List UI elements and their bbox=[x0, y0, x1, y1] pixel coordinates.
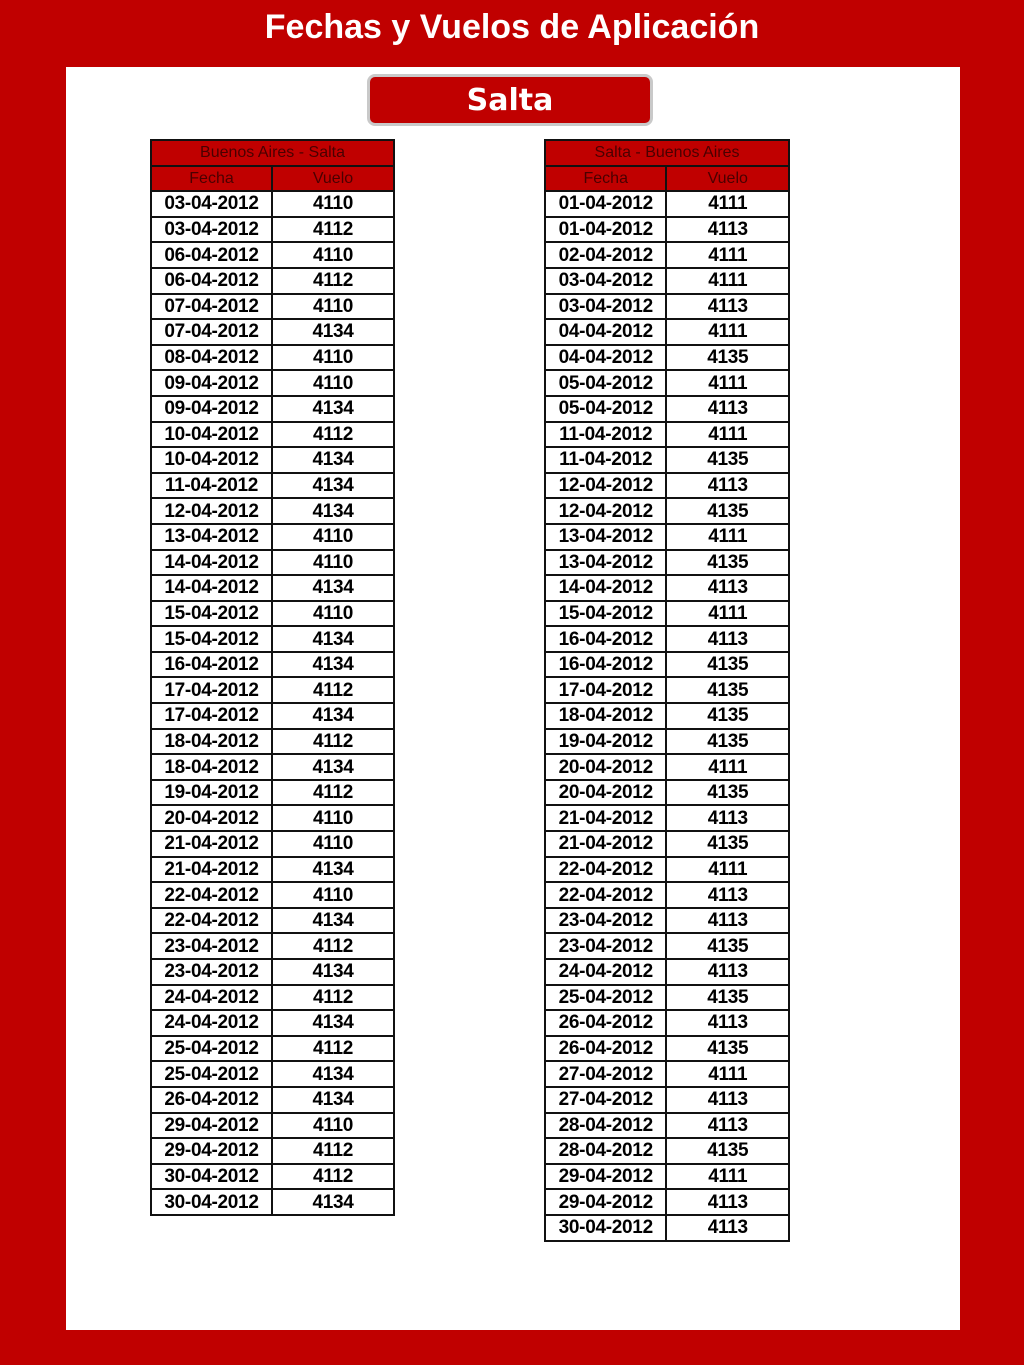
date-cell: 25-04-2012 bbox=[151, 1036, 272, 1062]
table-row bbox=[545, 575, 789, 601]
flight-cell: 4135 bbox=[666, 831, 789, 857]
date-cell: 13-04-2012 bbox=[545, 550, 666, 576]
flight-cell: 4110 bbox=[272, 550, 394, 576]
date-cell: 29-04-2012 bbox=[545, 1189, 666, 1215]
flight-cell: 4110 bbox=[272, 294, 394, 320]
date-cell: 23-04-2012 bbox=[151, 959, 272, 985]
flight-cell: 4110 bbox=[272, 1113, 394, 1139]
table-row bbox=[151, 1138, 394, 1164]
date-cell: 21-04-2012 bbox=[545, 805, 666, 831]
date-cell: 26-04-2012 bbox=[545, 1010, 666, 1036]
flight-cell: 4134 bbox=[272, 857, 394, 883]
date-cell: 10-04-2012 bbox=[151, 422, 272, 448]
table-column-header-row bbox=[151, 166, 394, 192]
date-cell: 02-04-2012 bbox=[545, 242, 666, 268]
table-row bbox=[545, 1164, 789, 1190]
flight-cell: 4134 bbox=[272, 626, 394, 652]
table-row bbox=[545, 780, 789, 806]
date-cell: 25-04-2012 bbox=[151, 1061, 272, 1087]
table-route-row bbox=[545, 140, 789, 166]
table-row bbox=[151, 191, 394, 217]
date-cell: 20-04-2012 bbox=[545, 780, 666, 806]
date-cell: 16-04-2012 bbox=[151, 652, 272, 678]
date-cell: 17-04-2012 bbox=[151, 703, 272, 729]
table-row bbox=[151, 370, 394, 396]
table-row bbox=[545, 626, 789, 652]
date-cell: 23-04-2012 bbox=[545, 933, 666, 959]
flight-cell: 4113 bbox=[666, 294, 789, 320]
flight-cell: 4135 bbox=[666, 677, 789, 703]
flight-cell: 4113 bbox=[666, 473, 789, 499]
route-header: Buenos Aires - Salta bbox=[151, 140, 394, 166]
flight-cell: 4113 bbox=[666, 1189, 789, 1215]
flight-cell: 4134 bbox=[272, 754, 394, 780]
table-row bbox=[545, 396, 789, 422]
date-cell: 29-04-2012 bbox=[151, 1138, 272, 1164]
flight-cell: 4110 bbox=[272, 345, 394, 371]
table-row bbox=[151, 1189, 394, 1215]
table-row bbox=[545, 882, 789, 908]
table-row bbox=[545, 601, 789, 627]
date-cell: 12-04-2012 bbox=[545, 498, 666, 524]
date-cell: 12-04-2012 bbox=[151, 498, 272, 524]
table-row bbox=[151, 959, 394, 985]
date-cell: 23-04-2012 bbox=[151, 933, 272, 959]
table-row bbox=[545, 959, 789, 985]
flight-cell: 4111 bbox=[666, 601, 789, 627]
table-row bbox=[545, 1010, 789, 1036]
flight-cell: 4135 bbox=[666, 729, 789, 755]
flight-cell: 4135 bbox=[666, 345, 789, 371]
date-cell: 04-04-2012 bbox=[545, 345, 666, 371]
table-row bbox=[151, 217, 394, 243]
date-cell: 21-04-2012 bbox=[151, 831, 272, 857]
table-row bbox=[545, 191, 789, 217]
date-cell: 30-04-2012 bbox=[545, 1215, 666, 1241]
table-row bbox=[545, 473, 789, 499]
date-cell: 27-04-2012 bbox=[545, 1061, 666, 1087]
flight-cell: 4113 bbox=[666, 805, 789, 831]
table-row bbox=[545, 1061, 789, 1087]
date-cell: 29-04-2012 bbox=[545, 1164, 666, 1190]
page-title: Fechas y Vuelos de Aplicación bbox=[264, 8, 760, 46]
date-cell: 24-04-2012 bbox=[151, 985, 272, 1011]
date-cell: 07-04-2012 bbox=[151, 294, 272, 320]
flight-cell: 4134 bbox=[272, 498, 394, 524]
column-header-date: Fecha bbox=[545, 166, 666, 192]
table-row bbox=[151, 754, 394, 780]
flight-cell: 4112 bbox=[272, 1138, 394, 1164]
flight-cell: 4113 bbox=[666, 1087, 789, 1113]
flight-cell: 4134 bbox=[272, 652, 394, 678]
date-cell: 22-04-2012 bbox=[151, 882, 272, 908]
table-row bbox=[151, 857, 394, 883]
date-cell: 19-04-2012 bbox=[151, 780, 272, 806]
flights-table-return bbox=[544, 139, 790, 1242]
table-row bbox=[545, 1138, 789, 1164]
table-row bbox=[545, 1087, 789, 1113]
date-cell: 20-04-2012 bbox=[545, 754, 666, 780]
table-row bbox=[151, 242, 394, 268]
table-row bbox=[151, 805, 394, 831]
date-cell: 03-04-2012 bbox=[151, 217, 272, 243]
table-row bbox=[545, 524, 789, 550]
flight-cell: 4134 bbox=[272, 473, 394, 499]
city-label: Salta bbox=[367, 74, 653, 126]
date-cell: 24-04-2012 bbox=[151, 1010, 272, 1036]
date-cell: 09-04-2012 bbox=[151, 370, 272, 396]
flight-cell: 4112 bbox=[272, 729, 394, 755]
flight-cell: 4111 bbox=[666, 191, 789, 217]
table-row bbox=[151, 1113, 394, 1139]
flight-cell: 4111 bbox=[666, 370, 789, 396]
table-row bbox=[151, 985, 394, 1011]
table-row bbox=[151, 1164, 394, 1190]
date-cell: 11-04-2012 bbox=[545, 447, 666, 473]
table-column-header-row bbox=[545, 166, 789, 192]
flight-cell: 4111 bbox=[666, 857, 789, 883]
flight-cell: 4113 bbox=[666, 959, 789, 985]
flight-cell: 4112 bbox=[272, 422, 394, 448]
flight-cell: 4135 bbox=[666, 1036, 789, 1062]
table-row bbox=[545, 550, 789, 576]
table-row bbox=[545, 242, 789, 268]
flight-cell: 4135 bbox=[666, 652, 789, 678]
date-cell: 04-04-2012 bbox=[545, 319, 666, 345]
flight-cell: 4112 bbox=[272, 268, 394, 294]
date-cell: 22-04-2012 bbox=[545, 882, 666, 908]
date-cell: 03-04-2012 bbox=[545, 294, 666, 320]
column-header-date: Fecha bbox=[151, 166, 272, 192]
table-row bbox=[151, 396, 394, 422]
table-row bbox=[545, 498, 789, 524]
table-body bbox=[545, 191, 789, 1240]
table-row bbox=[545, 217, 789, 243]
table-row bbox=[545, 857, 789, 883]
flight-cell: 4111 bbox=[666, 422, 789, 448]
flight-cell: 4134 bbox=[272, 908, 394, 934]
date-cell: 17-04-2012 bbox=[545, 677, 666, 703]
date-cell: 11-04-2012 bbox=[151, 473, 272, 499]
flight-cell: 4134 bbox=[272, 396, 394, 422]
date-cell: 26-04-2012 bbox=[545, 1036, 666, 1062]
table-row bbox=[545, 345, 789, 371]
table-row bbox=[151, 498, 394, 524]
date-cell: 14-04-2012 bbox=[151, 575, 272, 601]
flight-cell: 4110 bbox=[272, 370, 394, 396]
date-cell: 18-04-2012 bbox=[151, 729, 272, 755]
date-cell: 29-04-2012 bbox=[151, 1113, 272, 1139]
flight-cell: 4111 bbox=[666, 1061, 789, 1087]
table-row bbox=[151, 1036, 394, 1062]
table-row bbox=[151, 703, 394, 729]
date-cell: 27-04-2012 bbox=[545, 1087, 666, 1113]
flight-cell: 4110 bbox=[272, 805, 394, 831]
date-cell: 15-04-2012 bbox=[151, 626, 272, 652]
column-header-flight: Vuelo bbox=[272, 166, 394, 192]
date-cell: 09-04-2012 bbox=[151, 396, 272, 422]
flight-cell: 4113 bbox=[666, 1010, 789, 1036]
table-row bbox=[151, 601, 394, 627]
table-row bbox=[545, 319, 789, 345]
date-cell: 30-04-2012 bbox=[151, 1164, 272, 1190]
flight-cell: 4113 bbox=[666, 882, 789, 908]
flight-cell: 4111 bbox=[666, 268, 789, 294]
date-cell: 14-04-2012 bbox=[545, 575, 666, 601]
date-cell: 15-04-2012 bbox=[545, 601, 666, 627]
table-row bbox=[151, 1087, 394, 1113]
table-row bbox=[151, 1061, 394, 1087]
flight-cell: 4113 bbox=[666, 575, 789, 601]
flight-cell: 4113 bbox=[666, 908, 789, 934]
flight-cell: 4113 bbox=[666, 1113, 789, 1139]
date-cell: 01-04-2012 bbox=[545, 217, 666, 243]
table-row bbox=[151, 677, 394, 703]
flight-cell: 4111 bbox=[666, 1164, 789, 1190]
date-cell: 22-04-2012 bbox=[545, 857, 666, 883]
table-route-row bbox=[151, 140, 394, 166]
table-row bbox=[151, 882, 394, 908]
date-cell: 12-04-2012 bbox=[545, 473, 666, 499]
flight-cell: 4135 bbox=[666, 498, 789, 524]
table-row bbox=[545, 703, 789, 729]
flight-cell: 4112 bbox=[272, 1164, 394, 1190]
flight-cell: 4113 bbox=[666, 396, 789, 422]
table-row bbox=[545, 422, 789, 448]
flight-cell: 4112 bbox=[272, 217, 394, 243]
flight-cell: 4110 bbox=[272, 882, 394, 908]
column-header-flight: Vuelo bbox=[666, 166, 789, 192]
table-row bbox=[545, 805, 789, 831]
table-row bbox=[151, 294, 394, 320]
flight-cell: 4110 bbox=[272, 524, 394, 550]
table-row bbox=[545, 933, 789, 959]
date-cell: 14-04-2012 bbox=[151, 550, 272, 576]
table-row bbox=[545, 677, 789, 703]
table-row bbox=[151, 780, 394, 806]
date-cell: 16-04-2012 bbox=[545, 652, 666, 678]
table-row bbox=[151, 575, 394, 601]
date-cell: 13-04-2012 bbox=[151, 524, 272, 550]
table-row bbox=[545, 447, 789, 473]
flight-cell: 4110 bbox=[272, 191, 394, 217]
date-cell: 15-04-2012 bbox=[151, 601, 272, 627]
date-cell: 18-04-2012 bbox=[545, 703, 666, 729]
flight-cell: 4134 bbox=[272, 1189, 394, 1215]
flight-cell: 4134 bbox=[272, 1061, 394, 1087]
table-row bbox=[545, 1036, 789, 1062]
flight-cell: 4134 bbox=[272, 575, 394, 601]
flight-cell: 4135 bbox=[666, 1138, 789, 1164]
table-row bbox=[151, 1010, 394, 1036]
table-body bbox=[151, 191, 394, 1215]
table-row bbox=[545, 370, 789, 396]
table-row bbox=[545, 652, 789, 678]
flight-cell: 4110 bbox=[272, 831, 394, 857]
table-row bbox=[545, 831, 789, 857]
flights-table-outbound bbox=[150, 139, 395, 1216]
route-header: Salta - Buenos Aires bbox=[545, 140, 789, 166]
flight-cell: 4134 bbox=[272, 703, 394, 729]
flight-cell: 4135 bbox=[666, 933, 789, 959]
date-cell: 08-04-2012 bbox=[151, 345, 272, 371]
flight-cell: 4135 bbox=[666, 985, 789, 1011]
date-cell: 11-04-2012 bbox=[545, 422, 666, 448]
date-cell: 22-04-2012 bbox=[151, 908, 272, 934]
flight-cell: 4111 bbox=[666, 754, 789, 780]
date-cell: 05-04-2012 bbox=[545, 370, 666, 396]
date-cell: 19-04-2012 bbox=[545, 729, 666, 755]
table-row bbox=[545, 294, 789, 320]
flight-cell: 4135 bbox=[666, 703, 789, 729]
date-cell: 26-04-2012 bbox=[151, 1087, 272, 1113]
table-row bbox=[151, 345, 394, 371]
date-cell: 23-04-2012 bbox=[545, 908, 666, 934]
date-cell: 25-04-2012 bbox=[545, 985, 666, 1011]
flight-cell: 4111 bbox=[666, 242, 789, 268]
flight-cell: 4134 bbox=[272, 1010, 394, 1036]
table-row bbox=[151, 268, 394, 294]
flight-cell: 4111 bbox=[666, 319, 789, 345]
flight-cell: 4112 bbox=[272, 1036, 394, 1062]
table-row bbox=[151, 550, 394, 576]
flight-cell: 4134 bbox=[272, 447, 394, 473]
date-cell: 05-04-2012 bbox=[545, 396, 666, 422]
date-cell: 24-04-2012 bbox=[545, 959, 666, 985]
date-cell: 06-04-2012 bbox=[151, 268, 272, 294]
table-row bbox=[151, 422, 394, 448]
flight-cell: 4113 bbox=[666, 217, 789, 243]
flight-cell: 4112 bbox=[272, 933, 394, 959]
date-cell: 20-04-2012 bbox=[151, 805, 272, 831]
date-cell: 28-04-2012 bbox=[545, 1138, 666, 1164]
flight-cell: 4112 bbox=[272, 985, 394, 1011]
table-row bbox=[151, 319, 394, 345]
flight-cell: 4110 bbox=[272, 601, 394, 627]
table-row bbox=[545, 1113, 789, 1139]
flight-cell: 4113 bbox=[666, 626, 789, 652]
flight-cell: 4134 bbox=[272, 959, 394, 985]
table-row bbox=[151, 908, 394, 934]
table-row bbox=[545, 268, 789, 294]
flight-cell: 4112 bbox=[272, 677, 394, 703]
table-row bbox=[545, 1189, 789, 1215]
date-cell: 16-04-2012 bbox=[545, 626, 666, 652]
date-cell: 21-04-2012 bbox=[545, 831, 666, 857]
date-cell: 30-04-2012 bbox=[151, 1189, 272, 1215]
flight-cell: 4110 bbox=[272, 242, 394, 268]
flight-cell: 4135 bbox=[666, 780, 789, 806]
table-row bbox=[151, 831, 394, 857]
table-row bbox=[151, 447, 394, 473]
date-cell: 17-04-2012 bbox=[151, 677, 272, 703]
date-cell: 03-04-2012 bbox=[545, 268, 666, 294]
table-row bbox=[545, 908, 789, 934]
table-row bbox=[151, 626, 394, 652]
date-cell: 10-04-2012 bbox=[151, 447, 272, 473]
date-cell: 01-04-2012 bbox=[545, 191, 666, 217]
table-row bbox=[151, 473, 394, 499]
date-cell: 13-04-2012 bbox=[545, 524, 666, 550]
date-cell: 18-04-2012 bbox=[151, 754, 272, 780]
table-row bbox=[151, 524, 394, 550]
flight-cell: 4134 bbox=[272, 1087, 394, 1113]
flight-cell: 4113 bbox=[666, 1215, 789, 1241]
date-cell: 06-04-2012 bbox=[151, 242, 272, 268]
flight-cell: 4135 bbox=[666, 550, 789, 576]
date-cell: 21-04-2012 bbox=[151, 857, 272, 883]
table-row bbox=[545, 1215, 789, 1241]
table-row bbox=[151, 729, 394, 755]
table-row bbox=[545, 985, 789, 1011]
table-row bbox=[151, 652, 394, 678]
flight-cell: 4111 bbox=[666, 524, 789, 550]
date-cell: 07-04-2012 bbox=[151, 319, 272, 345]
flight-cell: 4112 bbox=[272, 780, 394, 806]
table-row bbox=[545, 754, 789, 780]
flight-cell: 4134 bbox=[272, 319, 394, 345]
date-cell: 28-04-2012 bbox=[545, 1113, 666, 1139]
table-row bbox=[545, 729, 789, 755]
date-cell: 03-04-2012 bbox=[151, 191, 272, 217]
table-row bbox=[151, 933, 394, 959]
flight-cell: 4135 bbox=[666, 447, 789, 473]
